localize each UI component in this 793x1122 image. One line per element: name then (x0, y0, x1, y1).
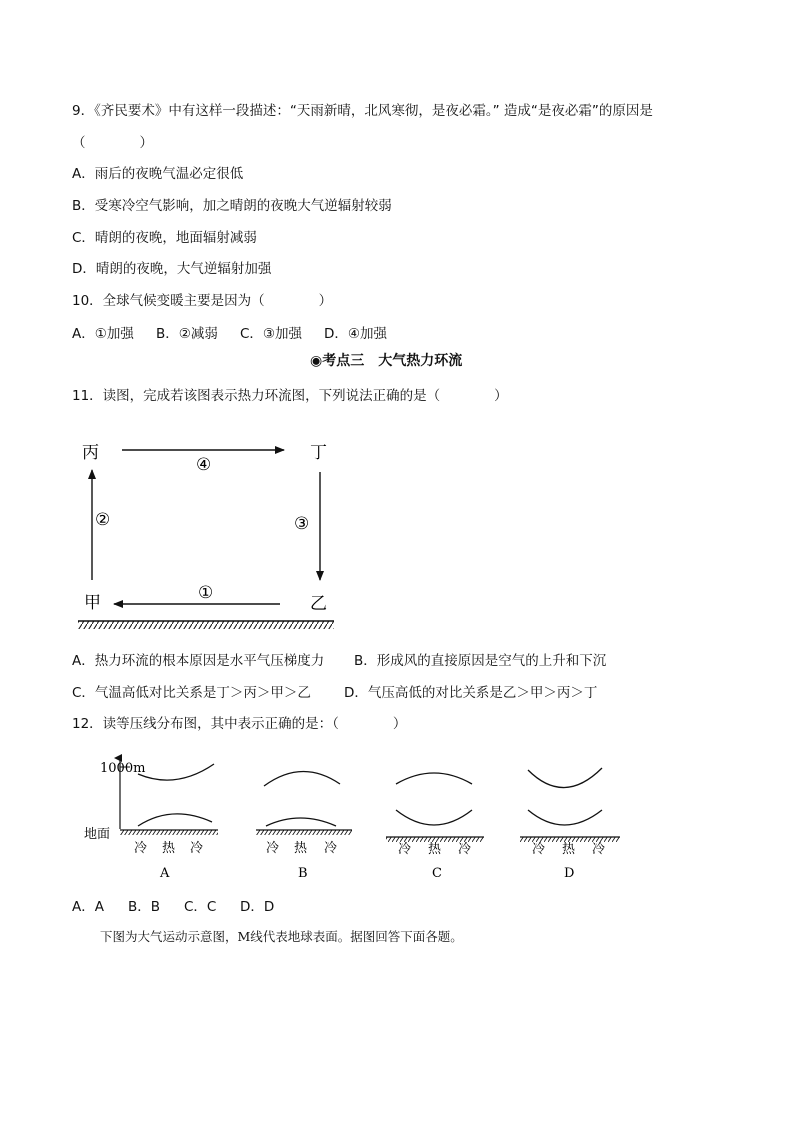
q9-option-b[interactable]: B．受寒冷空气影响，加之晴朗的夜晚大气逆辐射较弱 (72, 198, 392, 214)
q12-option-a[interactable]: A．A (72, 899, 104, 915)
ground-label-hot: 热 (562, 842, 576, 857)
q10-option-a[interactable]: A．①加强 (72, 326, 134, 342)
isobar-lower (528, 810, 602, 825)
ground-hatch (256, 830, 352, 835)
isobar-lower (138, 814, 212, 826)
ground-hatch (120, 830, 218, 835)
q11-option-c[interactable]: C．气温高低对比关系是丁＞丙＞甲＞乙 (72, 685, 311, 701)
label-2: ② (95, 510, 111, 530)
ground-label-hot: 热 (294, 841, 308, 856)
q12-option-b[interactable]: B．B (128, 899, 161, 915)
corner-ding: 丁 (310, 443, 327, 463)
panel-letter: A (160, 866, 170, 881)
q12-option-c[interactable]: C．C (184, 899, 217, 915)
axis-1000m-label: 1000m (100, 761, 146, 776)
q9-stem: 9．《齐民要术》中有这样一段描述：“天雨新晴，北风寒彻，是夜必霜。” 造成“是夜必霜”的原因是 (72, 103, 653, 119)
section-title: ◉考点三 大气热力环流 (310, 353, 463, 369)
next-section-intro: 下图为大气运动示意图，M线代表地球表面。据图回答下面各题。 (100, 929, 463, 944)
ground-label-cold-right: 冷 (458, 842, 472, 857)
q9-answer-blank[interactable]: （ ） (72, 135, 153, 151)
q11-option-d[interactable]: D．气压高低的对比关系是乙＞甲＞丙＞丁 (344, 685, 598, 701)
label-4: ④ (196, 455, 212, 475)
isobar-upper (528, 768, 602, 788)
ground-label-cold-right: 冷 (190, 841, 204, 856)
isobar-upper (138, 764, 214, 780)
isobar-panel-b (256, 771, 352, 881)
q9-option-d[interactable]: D．晴朗的夜晚，大气逆辐射加强 (72, 261, 272, 277)
q10-stem: 10．全球气候变暖主要是因为（ ） (72, 293, 333, 309)
isobar-lower (266, 818, 336, 826)
q10-option-b[interactable]: B．②减弱 (156, 326, 218, 342)
q10-option-d[interactable]: D．④加强 (324, 326, 387, 342)
ground-hatch (78, 621, 334, 629)
thermal-circulation-diagram (72, 432, 342, 634)
isobar-upper (396, 773, 472, 784)
ground-label-cold-left: 冷 (266, 841, 280, 856)
isobar-lower (396, 810, 472, 825)
q11-option-b[interactable]: B．形成风的直接原因是空气的上升和下沉 (354, 653, 607, 669)
ground-label-hot: 热 (428, 842, 442, 857)
q11-stem: 11．读图，完成若该图表示热力环流图，下列说法正确的是（ ） (72, 388, 508, 404)
axis-ground-label: 地面 (84, 827, 111, 842)
q11-option-a[interactable]: A．热力环流的根本原因是水平气压梯度力 (72, 653, 325, 669)
isobar-diagram (80, 752, 640, 884)
q10-option-c[interactable]: C．③加强 (240, 326, 303, 342)
panel-letter: D (564, 866, 575, 881)
ground-label-cold-left: 冷 (532, 842, 546, 857)
q9-option-c[interactable]: C．晴朗的夜晚，地面辐射减弱 (72, 230, 257, 246)
isobar-panel-a (120, 764, 218, 881)
isobar-panel-c (386, 773, 484, 881)
q12-option-d[interactable]: D．D (240, 899, 275, 915)
isobar-upper (264, 771, 340, 786)
panel-letter: B (298, 866, 308, 881)
ground-label-cold-left: 冷 (134, 841, 148, 856)
label-1: ① (198, 583, 214, 603)
ground-label-cold-right: 冷 (592, 842, 606, 857)
isobar-panel-d (520, 768, 620, 881)
panel-letter: C (432, 866, 442, 881)
q12-stem: 12．读等压线分布图，其中表示正确的是：（ ） (72, 716, 407, 732)
ground-label-hot: 热 (162, 841, 176, 856)
corner-yi: 乙 (310, 594, 327, 614)
label-3: ③ (294, 514, 310, 534)
q9-option-a[interactable]: A．雨后的夜晚气温必定很低 (72, 166, 244, 182)
ground-label-cold-right: 冷 (324, 841, 338, 856)
corner-jia: 甲 (84, 593, 101, 613)
ground-label-cold-left: 冷 (398, 842, 412, 857)
corner-bing: 丙 (82, 443, 99, 463)
